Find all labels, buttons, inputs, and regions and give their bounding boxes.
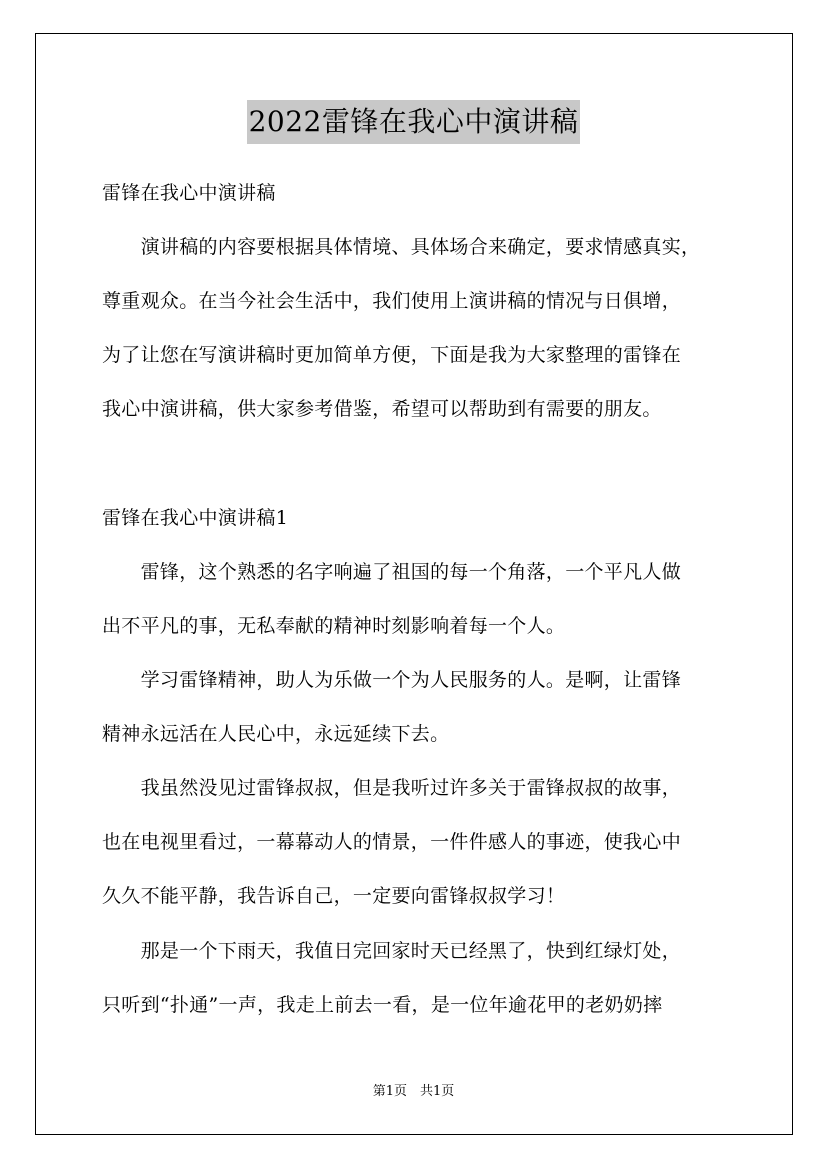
title-container <box>0 100 827 144</box>
paragraph-line: 雷锋，这个熟悉的名字响遍了祖国的每一个角落，一个平凡人做 <box>102 561 682 583</box>
paragraph-line: 只听到“扑通”一声，我走上前去一看，是一位年逾花甲的老奶奶摔 <box>102 994 663 1016</box>
paragraph-line: 我心中演讲稿，供大家参考借鉴，希望可以帮助到有需要的朋友。 <box>102 398 662 420</box>
paragraph-line: 为了让您在写演讲稿时更加简单方便，下面是我为大家整理的雷锋在 <box>102 344 682 366</box>
paragraph-line: 久久不能平静，我告诉自己，一定要向雷锋叔叔学习！ <box>102 885 566 907</box>
paragraph-line: 演讲稿的内容要根据具体情境、具体场合来确定，要求情感真实， <box>102 236 701 258</box>
paragraph-line: 出不平凡的事，无私奉献的精神时刻影响着每一个人。 <box>102 615 566 637</box>
paragraph-line: 那是一个下雨天，我值日完回家时天已经黑了，快到红绿灯处， <box>102 940 682 962</box>
paragraph-line: 精神永远活在人民心中，永远延续下去。 <box>102 723 450 745</box>
page-number: 第1页 共1页 <box>372 1084 455 1099</box>
section-heading: 雷锋在我心中演讲稿1 <box>102 507 289 529</box>
paragraph-line: 我虽然没见过雷锋叔叔，但是我听过许多关于雷锋叔叔的故事， <box>102 777 682 799</box>
section-heading: 雷锋在我心中演讲稿 <box>102 182 276 204</box>
paragraph-line: 学习雷锋精神，助人为乐做一个为人民服务的人。是啊，让雷锋 <box>102 669 682 691</box>
paragraph-line: 尊重观众。在当今社会生活中，我们使用上演讲稿的情况与日俱增， <box>102 290 682 312</box>
paragraph-line: 也在电视里看过，一幕幕动人的情景，一件件感人的事迹，使我心中 <box>102 831 682 853</box>
document-title: 2022雷锋在我心中演讲稿 <box>247 100 581 144</box>
